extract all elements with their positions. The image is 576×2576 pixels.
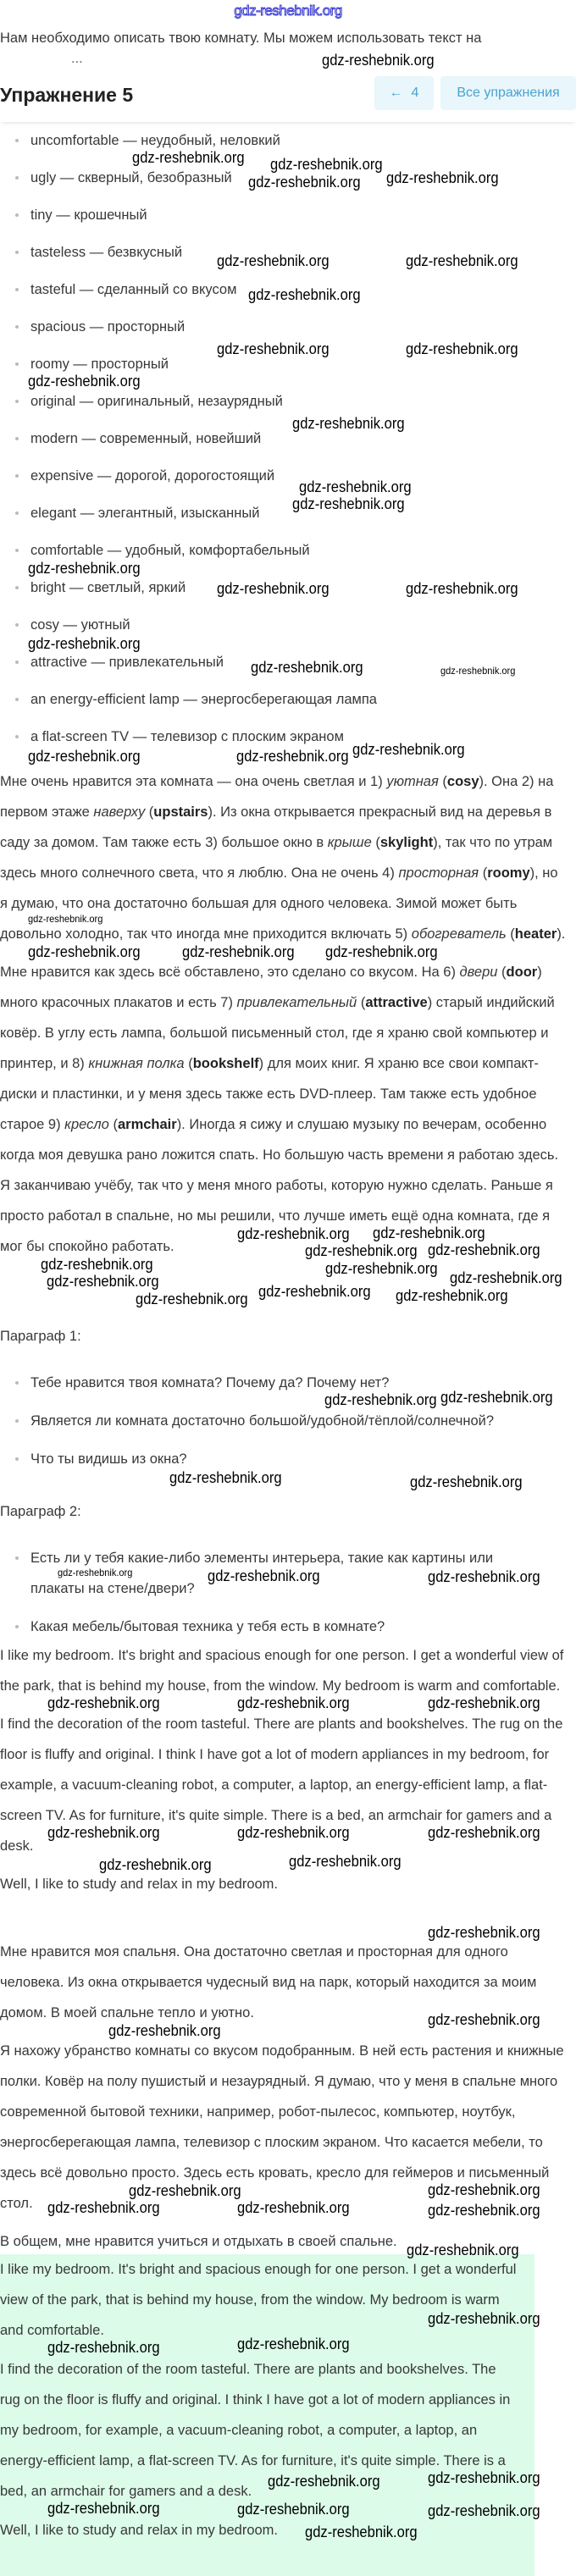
watermark: gdz-reshebnik.org bbox=[428, 1241, 540, 1258]
watermark: gdz-reshebnik.org bbox=[217, 580, 330, 597]
watermark: gdz-reshebnik.org bbox=[428, 1694, 540, 1711]
watermark: gdz-reshebnik.org bbox=[258, 1283, 371, 1300]
watermark: gdz-reshebnik.org bbox=[28, 943, 141, 960]
russian-answer-word: книжная полка bbox=[88, 1056, 185, 1071]
russian-answer-word: обогреватель bbox=[411, 926, 507, 942]
story-text-segment: ( bbox=[108, 1117, 118, 1132]
story-text-segment: ( bbox=[497, 965, 507, 980]
vocabulary-item: spacious — просторный bbox=[0, 312, 569, 342]
watermark: gdz-reshebnik.org bbox=[28, 913, 103, 925]
answer-paragraph: I find the decoration of the room tasteful. There are plants and bookshelves. The rug on the floor is fluffy and original. I think I have got a lot of modern appliances in my bedroom, for example, a vacuum-cleaning robot, a computer, a laptop, an energy-efficient lamp, a flat-screen TV. As for furniture, it's quite simple. There is a bed, an armchair for gamers and a desk. bbox=[0, 2362, 511, 2499]
prev-exercise-button[interactable] bbox=[374, 76, 434, 110]
english-keyword: cosy bbox=[446, 774, 479, 789]
watermark: gdz-reshebnik.org bbox=[325, 1260, 438, 1277]
watermark: gdz-reshebnik.org bbox=[428, 2310, 540, 2327]
watermark: gdz-reshebnik.org bbox=[410, 1473, 523, 1490]
watermark: gdz-reshebnik.org bbox=[292, 495, 405, 512]
watermark: gdz-reshebnik.org bbox=[428, 2181, 540, 2198]
site-logo[interactable]: gdz-reshebnik.org bbox=[234, 3, 342, 19]
watermark: gdz-reshebnik.org bbox=[428, 1924, 540, 1941]
story-text-segment: ). Она 2) на первом этаже bbox=[0, 774, 554, 820]
watermark: gdz-reshebnik.org bbox=[450, 1269, 562, 1286]
story-text-segment: Мне нравится как здесь всё обставлено, это сделано со вкусом. На 6) bbox=[0, 965, 460, 980]
highlighted-answer bbox=[0, 2254, 534, 2576]
watermark: gdz-reshebnik.org bbox=[440, 665, 516, 677]
vocabulary-item: expensive — дорогой, дорогостоящий bbox=[0, 461, 569, 491]
story-text bbox=[0, 766, 569, 1269]
paragraph2-questions bbox=[0, 1543, 542, 1650]
english-keyword: attractive bbox=[365, 995, 428, 1010]
watermark: gdz-reshebnik.org bbox=[352, 741, 465, 758]
vocabulary-item: ugly — скверный, безобразный bbox=[0, 163, 569, 193]
watermark: gdz-reshebnik.org bbox=[428, 2202, 540, 2219]
english-keyword: door bbox=[506, 965, 538, 980]
english-keyword: heater bbox=[514, 926, 557, 942]
watermark: gdz-reshebnik.org bbox=[268, 2473, 380, 2490]
story-text-segment: ). Иногда я сижу и слушаю музыку по вечерам, особенно когда моя девушка рано ложится спать. Но большую часть времени я работаю здесь. Я заканчиваю учёбу, так что у меня много работы, которую нужно сделать. Раньше я просто работал в спальне, но мы решили, что лучше иметь ещё одна комната, где я мог бы спокойно работать. bbox=[0, 1117, 559, 1254]
vocabulary-item: tasteless — безвкусный bbox=[0, 237, 569, 268]
watermark: gdz-reshebnik.org bbox=[396, 1287, 508, 1304]
watermark: gdz-reshebnik.org bbox=[47, 1824, 160, 1841]
story-text-segment: ). Из окна открывается прекрасный вид на деревья в саду за домом. Там также есть 3) большое окно в bbox=[0, 804, 552, 850]
answer-paragraph: I like my bedroom. It's bright and spacious enough for one person. I get a wonderful view of the park, that is behind my house, from the window. My bedroom is warm and comfortable. bbox=[0, 2262, 517, 2338]
answer-russian bbox=[0, 1937, 569, 2264]
answer-paragraph: I like my bedroom. It's bright and spacious enough for one person. I get a wonderful view of the park, that is behind my house, from the window. My bedroom is warm and comfortable. bbox=[0, 1648, 564, 1694]
watermark: gdz-reshebnik.org bbox=[41, 1256, 153, 1273]
paragraph2-label: Параграф 2: bbox=[0, 1504, 81, 1519]
watermark: gdz-reshebnik.org bbox=[182, 943, 295, 960]
watermark: gdz-reshebnik.org bbox=[237, 1225, 350, 1242]
watermark: gdz-reshebnik.org bbox=[305, 2523, 418, 2540]
vocabulary-item: comfortable — удобный, комфортабельный bbox=[0, 535, 569, 566]
watermark: gdz-reshebnik.org bbox=[237, 1694, 350, 1711]
question-item: Что ты видишь из окна? bbox=[0, 1444, 569, 1474]
story-text-segment: ) много красочных плакатов и есть 7) bbox=[0, 965, 542, 1010]
watermark: gdz-reshebnik.org bbox=[217, 252, 330, 269]
watermark: gdz-reshebnik.org bbox=[292, 415, 405, 432]
watermark: gdz-reshebnik.org bbox=[407, 2242, 519, 2258]
vocabulary-item: roomy — просторный bbox=[0, 349, 569, 379]
english-keyword: bookshelf bbox=[192, 1056, 259, 1071]
paragraph1-questions bbox=[0, 1368, 569, 1482]
russian-answer-word: крыше bbox=[327, 835, 372, 850]
watermark: gdz-reshebnik.org bbox=[373, 1224, 485, 1241]
watermark: gdz-reshebnik.org bbox=[28, 373, 141, 390]
answer-english bbox=[0, 1640, 569, 1907]
vocabulary-item: tasteful — сделанный со вкусом bbox=[0, 274, 569, 305]
watermark: gdz-reshebnik.org bbox=[428, 1568, 540, 1585]
watermark: gdz-reshebnik.org bbox=[248, 174, 361, 191]
watermark: gdz-reshebnik.org bbox=[129, 2182, 241, 2199]
story-text-segment: ). bbox=[557, 926, 566, 942]
watermark: gdz-reshebnik.org bbox=[47, 2500, 160, 2517]
answer-paragraph: Well, I like to study and relax in my bedroom. bbox=[0, 2523, 279, 2538]
answer-paragraph: Мне нравится моя спальня. Она достаточно светлая и просторная для одного человека. Из окна открывается чудесный вид на парк, который находится за моим домом. В моей спальне тепло и уютно. bbox=[0, 1944, 537, 2020]
watermark: gdz-reshebnik.org bbox=[136, 1291, 248, 1307]
watermark: gdz-reshebnik.org bbox=[47, 2339, 160, 2356]
sticky-header bbox=[0, 69, 576, 122]
question-item: Тебе нравится твоя комната? Почему да? Почему нет? bbox=[0, 1368, 569, 1398]
vocabulary-list bbox=[0, 125, 569, 759]
watermark: gdz-reshebnik.org bbox=[169, 1469, 282, 1486]
english-keyword: roomy bbox=[487, 865, 530, 881]
watermark: gdz-reshebnik.org bbox=[386, 169, 499, 186]
russian-answer-word: просторная bbox=[398, 865, 479, 881]
arrow-left-icon: ← bbox=[389, 86, 403, 100]
watermark: gdz-reshebnik.org bbox=[270, 156, 383, 173]
answer-paragraph: В общем, мне нравится учиться и отдыхать в своей спальне. bbox=[0, 2234, 397, 2249]
russian-answer-word: двери bbox=[459, 965, 498, 980]
story-text-segment: ( bbox=[371, 835, 380, 850]
story-text-segment: ) для моих книг. Я храню все свои компакт-диски и пластинки, и у меня здесь также есть DVD-плеер. Там также есть удобное старое 9) bbox=[0, 1056, 539, 1132]
watermark: gdz-reshebnik.org bbox=[237, 2336, 350, 2352]
intro-text: Нам необходимо описать твою комнату. Мы можем использовать текст на bbox=[0, 30, 482, 46]
watermark: gdz-reshebnik.org bbox=[47, 2199, 160, 2216]
watermark: gdz-reshebnik.org bbox=[406, 340, 518, 357]
english-keyword: upstairs bbox=[153, 804, 208, 820]
watermark: gdz-reshebnik.org bbox=[299, 478, 412, 495]
vocabulary-item: attractive — привлекательный bbox=[0, 647, 569, 677]
story-text-segment: ( bbox=[438, 774, 447, 789]
watermark: gdz-reshebnik.org bbox=[406, 252, 518, 269]
watermark: gdz-reshebnik.org bbox=[237, 1824, 350, 1841]
vocabulary-item: modern — современный, новейший bbox=[0, 423, 569, 454]
vocabulary-item: an energy-efficient lamp — энергосберегающая лампа bbox=[0, 684, 569, 715]
watermark: gdz-reshebnik.org bbox=[28, 748, 141, 765]
story-text-segment: ( bbox=[357, 995, 366, 1010]
vocabulary-item: tiny — крошечный bbox=[0, 200, 569, 230]
paragraph1-label: Параграф 1: bbox=[0, 1329, 81, 1344]
watermark: gdz-reshebnik.org bbox=[406, 580, 518, 597]
watermark: gdz-reshebnik.org bbox=[428, 2502, 540, 2519]
watermark: gdz-reshebnik.org bbox=[47, 1694, 160, 1711]
page-title: Упражнение 5 bbox=[0, 84, 134, 106]
vocabulary-item: uncomfortable — неудобный, неловкий bbox=[0, 125, 569, 156]
answer-paragraph: Well, I like to study and relax in my bedroom. bbox=[0, 1877, 279, 1892]
answer-paragraph: I find the decoration of the room tasteful. There are plants and bookshelves. The rug on the floor is fluffy and original. I think I have got a lot of modern appliances in my bedroom, for example, a vacuum-cleaning robot, a computer, a laptop, an energy-efficient lamp, a flat-screen TV. As for furniture, it's quite simple. There is a bed, an armchair for gamers and a desk. bbox=[0, 1716, 563, 1854]
watermark: gdz-reshebnik.org bbox=[217, 340, 330, 357]
vocabulary-item: a flat-screen TV — телевизор с плоским экраном bbox=[0, 721, 569, 752]
watermark: gdz-reshebnik.org bbox=[99, 1856, 212, 1873]
watermark: gdz-reshebnik.org bbox=[440, 1389, 553, 1406]
watermark: gdz-reshebnik.org bbox=[428, 2469, 540, 2486]
story-text-segment: ( bbox=[479, 865, 488, 881]
watermark: gdz-reshebnik.org bbox=[236, 748, 349, 765]
watermark: gdz-reshebnik.org bbox=[108, 2022, 221, 2039]
story-paragraph bbox=[0, 957, 569, 1262]
story-text-segment: ( bbox=[184, 1056, 193, 1071]
story-text-segment: ( bbox=[145, 804, 154, 820]
watermark: gdz-reshebnik.org bbox=[237, 2199, 350, 2216]
watermark: gdz-reshebnik.org bbox=[248, 286, 361, 303]
story-text-segment: Мне очень нравится эта комната — она очень светлая и 1) bbox=[0, 774, 387, 789]
russian-answer-word: кресло bbox=[64, 1117, 109, 1132]
russian-answer-word: уютная bbox=[386, 774, 439, 789]
story-paragraph bbox=[0, 766, 569, 949]
prev-exercise-label: 4 bbox=[411, 86, 419, 100]
english-keyword: armchair bbox=[117, 1117, 177, 1132]
english-keyword: skylight bbox=[379, 835, 434, 850]
watermark: gdz-reshebnik.org bbox=[325, 943, 438, 960]
russian-answer-word: наверху bbox=[93, 804, 146, 820]
watermark: gdz-reshebnik.org bbox=[208, 1567, 320, 1584]
watermark: gdz-reshebnik.org bbox=[428, 1824, 540, 1841]
vocabulary-item: original — оригинальный, незаурядный bbox=[0, 386, 569, 417]
answer-paragraph: Я нахожу убранство комнаты со вкусом подобранным. В ней есть растения и книжные полки. Ковёр на полу пушистый и незаурядный. Я думаю, что у меня в спальне много современной бытовой техники, например, робот-пылесос, компьютер, ноутбук, энергосберегающая лампа, телевизор с плоским экраном. Что касается мебели, то здесь всё довольно просто. Здесь есть кровать, кресло для геймеров и письменный стол. bbox=[0, 2043, 564, 2211]
story-text-segment: ), так что по утрам здесь много солнечного света, что я люблю. Она не очень 4) bbox=[0, 835, 553, 881]
watermark: gdz-reshebnik.org bbox=[28, 635, 141, 652]
watermark: gdz-reshebnik.org bbox=[305, 1242, 418, 1259]
watermark: gdz-reshebnik.org bbox=[237, 2501, 350, 2518]
watermark: gdz-reshebnik.org bbox=[58, 1567, 133, 1578]
story-text-segment: ) старый индийский ковёр. В углу есть лампа, большой письменный стол, где я храню свой компьютер и принтер, и 8) bbox=[0, 995, 555, 1071]
intro-ellipsis: ... bbox=[71, 51, 83, 66]
watermark: gdz-reshebnik.org bbox=[28, 560, 141, 577]
watermark: gdz-reshebnik.org bbox=[428, 2011, 540, 2028]
watermark: gdz-reshebnik.org bbox=[322, 52, 435, 69]
watermark: gdz-reshebnik.org bbox=[47, 1273, 159, 1290]
vocabulary-item: elegant — элегантный, изысканный bbox=[0, 498, 569, 528]
story-text-segment: ( bbox=[506, 926, 515, 942]
watermark: gdz-reshebnik.org bbox=[132, 149, 245, 166]
story-text-segment: ), но я думаю, что она достаточно большая для одного человека. Зимой может быть довольно холодно, так что иногда мне приходится включать 5) bbox=[0, 865, 558, 942]
question-item: Является ли комната достаточно большой/удобной/тёплой/солнечной? bbox=[0, 1406, 569, 1436]
vocabulary-item: bright — светлый, яркий bbox=[0, 572, 569, 603]
russian-answer-word: привлекательный bbox=[236, 995, 357, 1010]
vocabulary-item: cosy — уютный bbox=[0, 610, 569, 640]
question-item: Есть ли у тебя какие-либо элементы интерьера, такие как картины или плакаты на стене/двери? bbox=[0, 1543, 542, 1604]
watermark: gdz-reshebnik.org bbox=[289, 1853, 402, 1870]
all-exercises-button[interactable]: Все упражнения bbox=[440, 76, 576, 110]
watermark: gdz-reshebnik.org bbox=[324, 1391, 437, 1408]
watermark: gdz-reshebnik.org bbox=[251, 659, 363, 676]
question-item: Какая мебель/бытовая техника у тебя есть в комнате? bbox=[0, 1611, 542, 1642]
